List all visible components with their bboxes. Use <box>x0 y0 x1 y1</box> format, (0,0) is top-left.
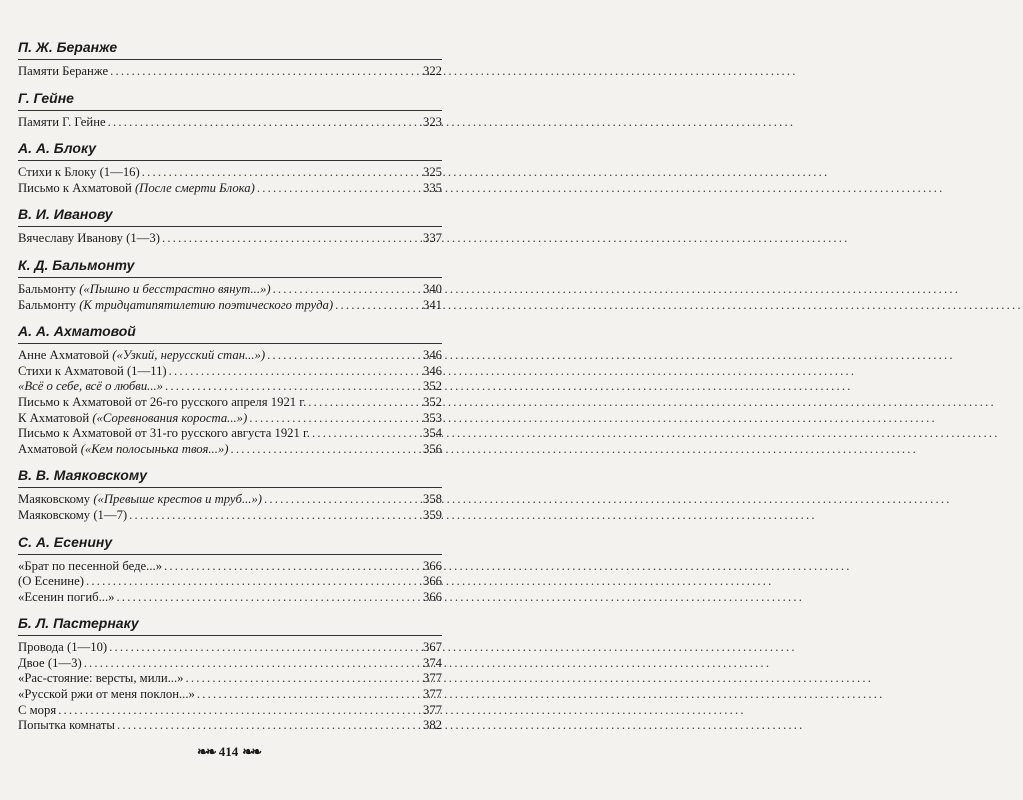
entry-title <box>18 165 140 181</box>
entry-title-italic: («Превыше крестов и труб...») <box>93 492 263 507</box>
section-divider <box>18 226 442 227</box>
entry-title-text: «Русской ржи от меня поклон...» <box>18 687 195 702</box>
entry-page-number: 366 <box>422 558 442 573</box>
entry-title <box>18 671 183 687</box>
entry-title <box>18 574 84 590</box>
entry-page-number: 356 <box>422 441 442 456</box>
entry-page-number: 323 <box>422 114 442 129</box>
section-title: Б. Л. Пастернаку <box>18 615 139 632</box>
ornament-left-icon: ❧❧ <box>196 744 215 759</box>
toc-entry <box>18 64 442 80</box>
section-divider <box>18 277 442 278</box>
entry-title <box>18 298 333 314</box>
entry-page-number: 352 <box>422 394 442 409</box>
section-divider <box>18 635 442 636</box>
entry-title-text: Стихи к Блоку (1—16) <box>18 165 140 180</box>
toc-section <box>18 139 442 196</box>
entry-title-text: Двое (1—3) <box>18 655 82 670</box>
toc-entry <box>18 115 442 131</box>
dot-leader <box>308 395 421 411</box>
entry-title-text: Маяковскому (1—7) <box>18 507 128 522</box>
toc-entry <box>18 703 442 719</box>
entry-page-number: 366 <box>422 589 442 604</box>
dot-leader <box>86 574 421 590</box>
entry-title-text: Бальмонту <box>18 281 80 296</box>
entry-title-italic: («Соревнования короста...») <box>92 410 248 425</box>
entry-title <box>18 703 56 719</box>
section-title: А. А. Блоку <box>18 140 96 157</box>
entry-title-text: Провода (1—10) <box>18 640 108 655</box>
entry-title-text: «Есенин погиб...» <box>18 589 115 604</box>
entry-page-number: 377 <box>422 702 442 717</box>
section-divider <box>18 160 442 161</box>
entry-page-number: 337 <box>422 231 442 246</box>
toc-section <box>18 89 442 131</box>
entry-page-number: 358 <box>422 492 442 507</box>
dot-leader <box>169 364 421 380</box>
section-title: В. И. Иванову <box>18 206 113 223</box>
entry-page-number: 325 <box>422 165 442 180</box>
entry-title-italic: (К тридцатипятилетию поэтического труда) <box>79 297 334 312</box>
toc-section <box>18 533 442 606</box>
section-title: А. А. Ахматовой <box>18 323 136 340</box>
dot-leader <box>117 718 421 734</box>
toc-entry <box>18 656 442 672</box>
table-of-contents <box>18 38 442 743</box>
dot-leader <box>312 426 421 442</box>
entry-title <box>18 492 262 508</box>
toc-section <box>18 38 442 80</box>
entry-title-text: Письмо к Ахматовой от 31-го русского августа 1921 г. <box>18 426 310 441</box>
toc-entry <box>18 492 442 508</box>
dot-leader <box>58 703 421 719</box>
toc-entry <box>18 574 442 590</box>
dot-leader <box>129 508 421 524</box>
dot-leader <box>109 640 421 656</box>
dot-leader <box>110 64 421 80</box>
section-title: П. Ж. Беранже <box>18 39 118 55</box>
dot-leader <box>264 492 421 508</box>
entry-title-text: «Рас-стояние: версты, мили...» <box>18 671 184 686</box>
toc-section <box>18 322 442 457</box>
dot-leader <box>117 590 421 606</box>
toc-entry <box>18 442 442 458</box>
dot-leader <box>165 379 421 395</box>
toc-entry <box>18 364 442 380</box>
entry-page-number: 322 <box>422 64 442 78</box>
toc-entry <box>18 687 442 703</box>
entry-page-number: 354 <box>422 426 442 441</box>
dot-leader <box>197 687 421 703</box>
entry-page-number: 359 <box>422 507 442 522</box>
dot-leader <box>142 165 421 181</box>
toc-entry <box>18 348 442 364</box>
entry-title <box>18 590 115 606</box>
dot-leader <box>108 115 421 131</box>
page-footer <box>0 744 457 760</box>
toc-entry <box>18 231 442 247</box>
toc-section <box>18 205 442 247</box>
entry-title-text: Памяти Г. Гейне <box>18 114 106 129</box>
dot-leader <box>162 231 421 247</box>
entry-title-italic: «Всё о себе, всё о любви...» <box>18 379 164 394</box>
entry-title <box>18 64 108 80</box>
entry-title-text: Вячеславу Иванову (1—3) <box>18 231 160 246</box>
entry-title <box>18 364 167 380</box>
dot-leader <box>230 442 421 458</box>
entry-title-text: Стихи к Ахматовой (1—11) <box>18 363 167 378</box>
toc-entry <box>18 508 442 524</box>
section-title: С. А. Есенину <box>18 533 113 550</box>
entry-title-italic: (После смерти Блока) <box>134 180 255 195</box>
entry-page-number: 335 <box>422 180 442 195</box>
entry-title-text: К Ахматовой <box>18 410 93 425</box>
entry-title-text: (О Есенине) <box>18 574 84 589</box>
entry-title <box>18 640 107 656</box>
entry-title-italic: («Кем полосынька твоя...») <box>80 441 229 456</box>
entry-title <box>18 395 306 411</box>
toc-section <box>18 466 442 523</box>
entry-title-text: «Брат по песенной беде...» <box>18 558 163 573</box>
toc-entry <box>18 640 442 656</box>
entry-page-number: 382 <box>422 718 442 733</box>
entry-title-italic: («Пышно и бесстрастно вянут...») <box>79 281 271 296</box>
entry-title-text: Письмо к Ахматовой <box>18 180 135 195</box>
dot-leader <box>164 559 421 575</box>
entry-title-text: Попытка комнаты <box>18 718 115 733</box>
entry-title <box>18 426 310 442</box>
section-divider <box>18 343 442 344</box>
entry-title-text: Письмо к Ахматовой от 26-го русского апреля 1921 г. <box>18 394 307 409</box>
entry-page-number: 374 <box>422 655 442 670</box>
section-divider <box>18 110 442 111</box>
entry-title-italic: («Узкий, нерусский стан...») <box>112 348 266 363</box>
entry-page-number: 377 <box>422 687 442 702</box>
entry-page-number: 367 <box>422 640 442 655</box>
entry-title <box>18 379 163 395</box>
dot-leader <box>249 411 421 427</box>
section-divider <box>18 487 442 488</box>
entry-title-text: С моря <box>18 702 57 717</box>
toc-entry <box>18 298 442 314</box>
dot-leader <box>335 298 421 314</box>
entry-title <box>18 718 115 734</box>
dot-leader <box>267 348 421 364</box>
dot-leader <box>84 656 421 672</box>
toc-section <box>18 256 442 313</box>
entry-title-text: Памяти Беранже <box>18 64 109 78</box>
toc-entry <box>18 671 442 687</box>
section-divider <box>18 59 442 60</box>
entry-page-number: 340 <box>422 281 442 296</box>
toc-entry <box>18 165 442 181</box>
toc-entry <box>18 379 442 395</box>
toc-entry <box>18 395 442 411</box>
entry-page-number: 346 <box>422 348 442 363</box>
entry-title <box>18 282 271 298</box>
entry-title <box>18 115 106 131</box>
entry-title <box>18 442 228 458</box>
entry-title <box>18 411 247 427</box>
entry-title <box>18 231 160 247</box>
entry-page-number: 346 <box>422 363 442 378</box>
entry-title <box>18 508 127 524</box>
entry-page-number: 366 <box>422 574 442 589</box>
toc-entry <box>18 181 442 197</box>
toc-entry <box>18 718 442 734</box>
entry-title-text: Бальмонту <box>18 297 80 312</box>
entry-title-text: Анне Ахматовой <box>18 348 113 363</box>
toc-section <box>18 614 442 734</box>
dot-leader <box>185 671 420 687</box>
entry-title <box>18 656 82 672</box>
toc-entry <box>18 426 442 442</box>
dot-leader <box>273 282 421 298</box>
entry-title <box>18 687 195 703</box>
toc-entry <box>18 282 442 298</box>
section-title: К. Д. Бальмонту <box>18 256 135 273</box>
entry-page-number: 353 <box>422 410 442 425</box>
entry-title <box>18 181 255 197</box>
section-title: В. В. Маяковскому <box>18 467 147 484</box>
entry-title-text: Ахматовой <box>18 441 81 456</box>
ornament-right-icon: ❧❧ <box>242 744 261 759</box>
entry-title <box>18 348 265 364</box>
toc-entry <box>18 559 442 575</box>
toc-entry <box>18 411 442 427</box>
entry-title-text: Маяковскому <box>18 492 94 507</box>
dot-leader <box>257 181 421 197</box>
entry-page-number: 341 <box>422 297 442 312</box>
entry-page-number: 377 <box>422 671 442 686</box>
entry-title <box>18 559 162 575</box>
entry-page-number: 352 <box>422 379 442 394</box>
toc-entry <box>18 590 442 606</box>
section-divider <box>18 554 442 555</box>
page-number: 414 <box>218 744 239 759</box>
section-title: Г. Гейне <box>18 89 74 106</box>
